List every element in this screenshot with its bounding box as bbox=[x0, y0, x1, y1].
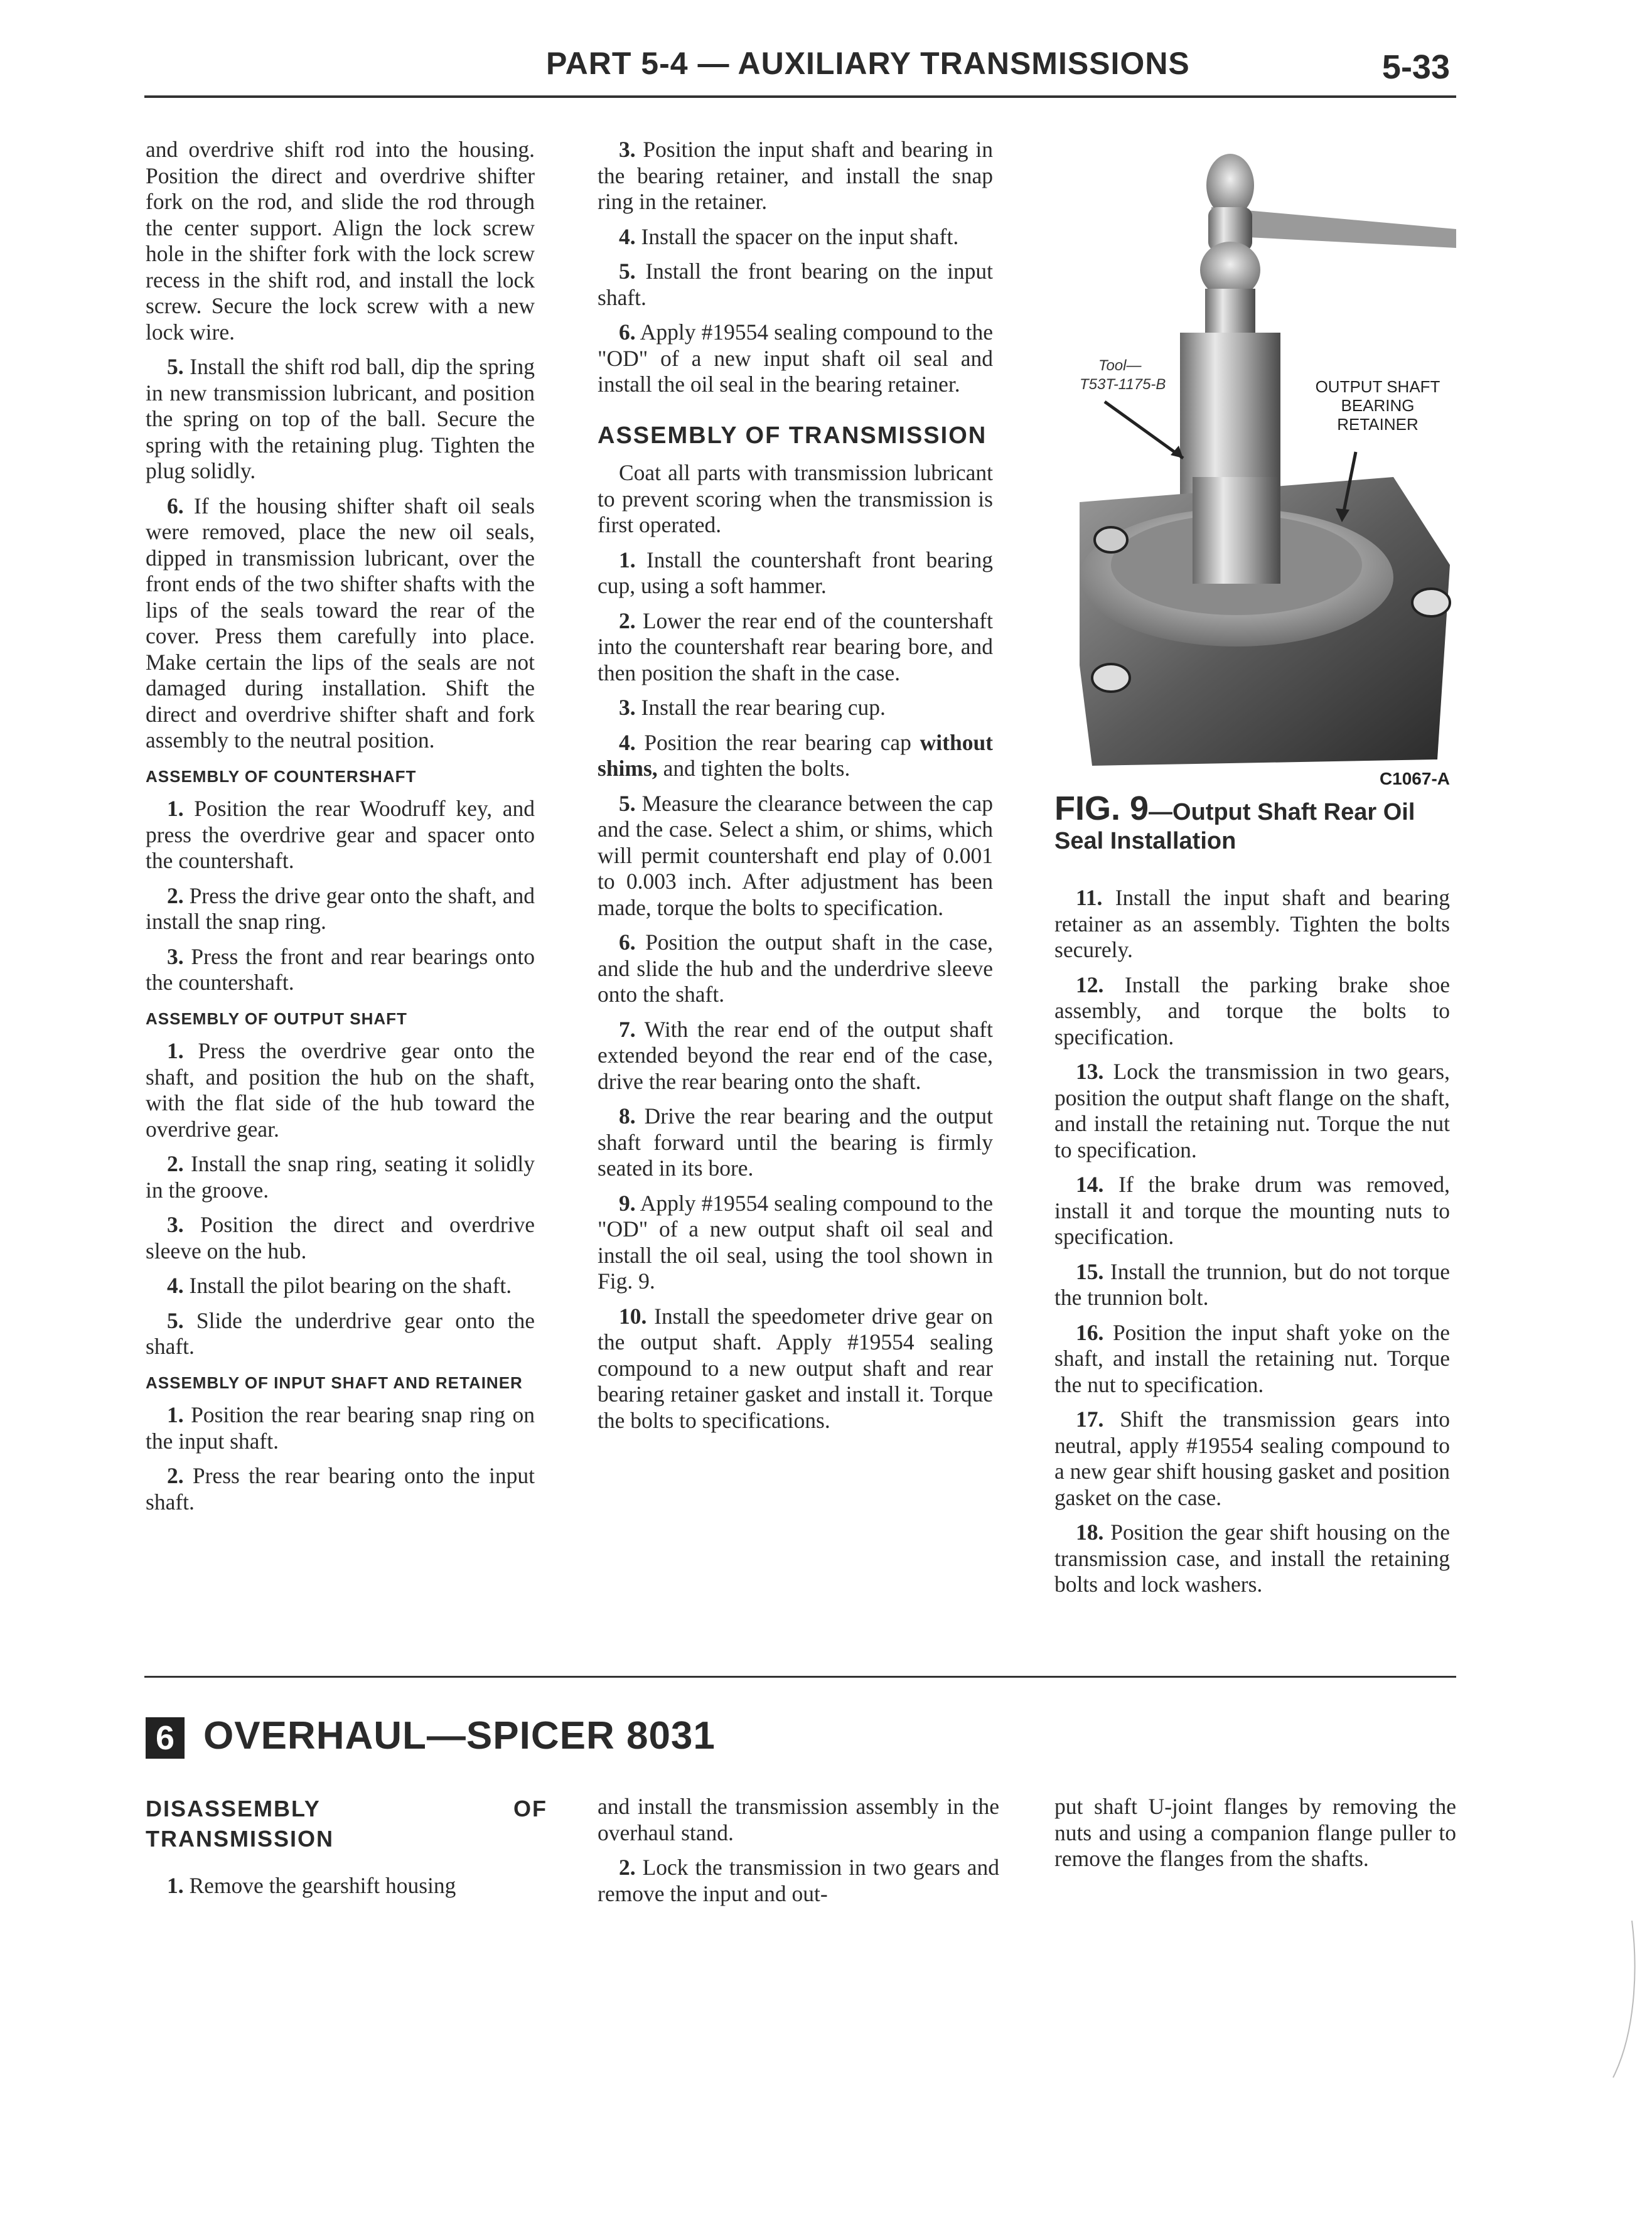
step-text: Position the input shaft yoke on the shaft, and install the retaining nut. Torque the nut to specification. bbox=[1054, 1319, 1450, 1397]
bottom-column-left bbox=[146, 1794, 547, 1908]
step-number: 7. bbox=[619, 1016, 636, 1042]
step-text: Install the spacer on the input shaft. bbox=[641, 223, 959, 249]
step-text: If the brake drum was removed, install it and torque the mounting nuts to specification. bbox=[1054, 1172, 1450, 1249]
step-text: Lower the rear end of the countershaft into the countershaft rear bearing bore, and then position the shaft in the case. bbox=[598, 608, 993, 685]
text-column-middle bbox=[598, 137, 993, 1442]
step-paragraph bbox=[1054, 972, 1450, 1051]
step-number: 13. bbox=[1076, 1059, 1104, 1084]
step-number: 2. bbox=[619, 1855, 636, 1880]
step-text: Position the gear shift housing on the transmission case, and install the retaining bolts and lock washers. bbox=[1054, 1520, 1451, 1597]
step-text: Press the drive gear onto the shaft, and install the snap ring. bbox=[146, 882, 535, 934]
step-paragraph bbox=[598, 695, 993, 721]
retainer-label: RETAINER bbox=[1337, 415, 1419, 434]
step-text: Press the front and rear bearings onto the countershaft. bbox=[146, 943, 535, 995]
step-text: Apply #19554 sealing compound to the "OD" of a new input shaft oil seal and install the oil seal in the bearing retainer. bbox=[598, 319, 993, 397]
step-number: 4. bbox=[167, 1273, 184, 1298]
step-text: Install the snap ring, seating it solidly in the groove. bbox=[146, 1151, 535, 1203]
step-number: 2. bbox=[167, 882, 184, 908]
step-text: Position the output shaft in the case, and slide the hub and the underdrive sleeve onto the shaft. bbox=[598, 930, 993, 1007]
step-paragraph bbox=[598, 1191, 993, 1295]
step-text: Install the shift rod ball, dip the spring in new transmission lubricant, and position the spring on top of the ball. Secure the spring with the retaining plug. Tighten the plug solidly. bbox=[146, 354, 535, 483]
step-number: 1. bbox=[619, 547, 636, 572]
step-number: 6. bbox=[619, 930, 636, 955]
step-paragraph bbox=[598, 137, 993, 215]
step-number: 5. bbox=[619, 259, 636, 284]
step-number: 4. bbox=[619, 729, 636, 755]
step-paragraph bbox=[598, 547, 993, 599]
step-number: 2. bbox=[619, 608, 636, 633]
step-paragraph bbox=[146, 1038, 535, 1142]
step-number: 14. bbox=[1076, 1172, 1104, 1197]
text-column-right bbox=[1054, 885, 1450, 1607]
step-number: 18. bbox=[1076, 1520, 1104, 1545]
step-paragraph bbox=[146, 883, 535, 935]
retainer-label: OUTPUT SHAFT bbox=[1315, 377, 1440, 396]
step-paragraph bbox=[598, 1017, 993, 1095]
step-text: Install the countershaft front bearing cup, using a soft hammer. bbox=[598, 547, 994, 598]
step-number: 1. bbox=[167, 1038, 184, 1063]
step-text: Install the speedometer drive gear on the output shaft. Apply #19554 sealing compound to a new output shaft and rear bearing retainer gasket and install it. Torque the bolts to specifications. bbox=[598, 1303, 993, 1433]
step-number: 16. bbox=[1076, 1319, 1104, 1345]
step-number: 4. bbox=[619, 223, 636, 249]
step-text: Install the trunnion, but do not torque the trunnion bolt. bbox=[1054, 1258, 1451, 1310]
step-text: Press the rear bearing onto the input shaft. bbox=[146, 1463, 535, 1515]
step-number: 2. bbox=[167, 1151, 184, 1176]
bolt-hole bbox=[1092, 664, 1130, 692]
figure-code: C1067-A bbox=[1379, 769, 1450, 788]
page-title: PART 5-4 — AUXILIARY TRANSMISSIONS bbox=[546, 46, 1190, 81]
figure-caption bbox=[1054, 790, 1456, 855]
step-paragraph bbox=[146, 1463, 535, 1515]
tool-leader-line bbox=[1105, 402, 1183, 458]
step-paragraph bbox=[1054, 1059, 1450, 1163]
section-title: OVERHAUL—SPICER 8031 bbox=[203, 1714, 716, 1757]
bolt-hole bbox=[1412, 589, 1450, 616]
step-number: 10. bbox=[619, 1303, 647, 1329]
tool-label: T53T-1175-B bbox=[1080, 376, 1166, 393]
bolt-hole bbox=[1095, 527, 1127, 552]
step-text: Position the rear bearing snap ring on the input shaft. bbox=[146, 1402, 535, 1454]
step-text: Lock the transmission in two gears, position the output shaft flange on the shaft, and install the retaining nut. Torque the nut to specification. bbox=[1054, 1059, 1450, 1162]
step-text: Install the front bearing on the input shaft. bbox=[598, 259, 994, 310]
step-paragraph bbox=[146, 493, 535, 754]
step-text: Remove the gearshift housing bbox=[189, 1873, 456, 1898]
figure-caption-text: —Output Shaft Rear Oil Seal Installation bbox=[1054, 799, 1415, 854]
step-number: 1. bbox=[167, 1873, 184, 1898]
page-edge-mark bbox=[1607, 1921, 1644, 2084]
step-paragraph bbox=[146, 1273, 535, 1299]
step-paragraph bbox=[146, 1402, 535, 1454]
subsection-heading-input-shaft: ASSEMBLY OF INPUT SHAFT AND RETAINER bbox=[146, 1373, 523, 1392]
bottom-column-middle bbox=[598, 1794, 999, 1916]
step-text: Press the overdrive gear onto the shaft, and position the hub on the shaft, with the flat side of the hub toward the overdrive gear. bbox=[146, 1038, 535, 1142]
step-paragraph bbox=[146, 354, 535, 485]
figure-number: FIG. 9 bbox=[1054, 790, 1149, 827]
paragraph: and overdrive shift rod into the housing. Position the direct and overdrive shifter fork on the rod, and slide the rod through the center support. Align the lock screw hole in the shifter fork with the lock screw recess in the shift rod, and install the lock screw. Secure the lock screw with a new lock wire. bbox=[146, 137, 535, 345]
step-paragraph bbox=[1054, 1407, 1450, 1511]
step-text: and tighten the bolts. bbox=[663, 756, 850, 781]
step-text: Measure the clearance between the cap and the case. Select a shim, or shims, which will permit countershaft end play of 0.001 to 0.003 inch. After adjustment has been made, torque the bolts to specification. bbox=[598, 790, 994, 920]
step-paragraph bbox=[598, 319, 993, 398]
tool-base bbox=[1193, 477, 1280, 584]
step-paragraph bbox=[146, 1151, 535, 1203]
step-number: 3. bbox=[619, 137, 636, 162]
step-number: 15. bbox=[1076, 1258, 1104, 1284]
step-number: 11. bbox=[1076, 885, 1103, 910]
step-number: 5. bbox=[167, 1307, 184, 1333]
step-number: 6. bbox=[167, 493, 184, 518]
step-text: Install the rear bearing cup. bbox=[641, 695, 886, 720]
tool-label: Tool— bbox=[1098, 357, 1142, 374]
step-text: Apply #19554 sealing compound to the "OD" of a new output shaft oil seal and install the oil seal, using the tool shown in Fig. 9. bbox=[598, 1190, 993, 1294]
subsection-heading-output-shaft: ASSEMBLY OF OUTPUT SHAFT bbox=[146, 1009, 407, 1028]
step-paragraph bbox=[1054, 885, 1450, 963]
step-number: 1. bbox=[167, 796, 184, 821]
step-paragraph bbox=[598, 930, 993, 1008]
bottom-column-right bbox=[1054, 1794, 1456, 1881]
step-text: Install the parking brake shoe assembly, and torque the bolts to specification. bbox=[1054, 972, 1451, 1049]
retainer-label: BEARING bbox=[1341, 396, 1415, 415]
step-text: With the rear end of the output shaft extended beyond the rear end of the case, drive the rear bearing onto the shaft. bbox=[598, 1016, 993, 1094]
section-divider bbox=[144, 1676, 1456, 1678]
step-paragraph bbox=[598, 791, 993, 921]
step-paragraph bbox=[146, 944, 535, 996]
step-text: Drive the rear bearing and the output shaft forward until the bearing is firmly seated in its bore. bbox=[598, 1103, 993, 1181]
section-heading-transmission: ASSEMBLY OF TRANSMISSION bbox=[598, 422, 987, 449]
step-paragraph bbox=[598, 1855, 999, 1907]
step-paragraph bbox=[1054, 1172, 1450, 1250]
step-number: 3. bbox=[167, 943, 184, 969]
step-paragraph bbox=[146, 1308, 535, 1360]
step-text: Lock the transmission in two gears and remove the input and out- bbox=[598, 1855, 999, 1906]
step-paragraph bbox=[598, 730, 993, 782]
step-paragraph bbox=[1054, 1520, 1450, 1598]
step-paragraph bbox=[146, 1212, 535, 1264]
step-number: 5. bbox=[167, 354, 184, 379]
step-paragraph bbox=[598, 224, 993, 250]
subsection-heading-disassembly: DISASSEMBLY OF TRANSMISSION bbox=[146, 1796, 547, 1852]
step-number: 1. bbox=[167, 1402, 184, 1427]
paragraph: Coat all parts with transmission lubricant to prevent scoring when the transmission is first operated. bbox=[598, 460, 993, 537]
figure-output-shaft-seal bbox=[1054, 126, 1456, 791]
step-number: 3. bbox=[167, 1212, 184, 1237]
paragraph: put shaft U-joint flanges by removing the nuts and using a companion flange puller to remove the flanges from the shafts. bbox=[1054, 1794, 1456, 1871]
section-number-badge: 6 bbox=[146, 1717, 185, 1759]
step-paragraph bbox=[598, 1103, 993, 1182]
paragraph: and install the transmission assembly in the overhaul stand. bbox=[598, 1794, 999, 1845]
text-column-left bbox=[146, 137, 535, 1524]
step-text: Position the rear Woodruff key, and press the overdrive gear and spacer onto the countershaft. bbox=[146, 796, 535, 873]
subsection-heading-countershaft: ASSEMBLY OF COUNTERSHAFT bbox=[146, 766, 417, 786]
step-number: 2. bbox=[167, 1463, 184, 1488]
seal-installation-illustration bbox=[1054, 126, 1456, 791]
step-text: Position the direct and overdrive sleeve on the hub. bbox=[146, 1212, 535, 1263]
page-header bbox=[144, 45, 1456, 98]
step-number: 3. bbox=[619, 695, 636, 720]
step-paragraph bbox=[146, 796, 535, 874]
step-paragraph bbox=[598, 608, 993, 687]
step-paragraph bbox=[598, 1304, 993, 1434]
step-number: 12. bbox=[1076, 972, 1104, 997]
step-text: Slide the underdrive gear onto the shaft. bbox=[146, 1307, 535, 1359]
step-text: If the housing shifter shaft oil seals were removed, place the new oil seals, dipped in transmission lubricant, over the front ends of the two shifter shafts with the lips of the seals toward the rear of the cover. Press them carefully into place. Make certain the lips of the seals are not damaged during installation. Shift the direct and overdrive shifter shaft and fork assembly to the neutral position. bbox=[146, 493, 535, 753]
step-number: 8. bbox=[619, 1103, 636, 1129]
step-paragraph bbox=[598, 259, 993, 311]
step-number: 6. bbox=[619, 319, 636, 345]
step-number: 17. bbox=[1076, 1407, 1104, 1432]
page-number: 5-33 bbox=[1381, 48, 1450, 86]
step-text: Position the input shaft and bearing in the bearing retainer, and install the snap ring in the retainer. bbox=[598, 137, 993, 214]
step-text: Install the pilot bearing on the shaft. bbox=[189, 1273, 512, 1298]
step-paragraph bbox=[1054, 1259, 1450, 1311]
step-text: Install the input shaft and bearing retainer as an assembly. Tighten the bolts securely. bbox=[1054, 885, 1450, 962]
step-number: 9. bbox=[619, 1190, 636, 1216]
step-text: Shift the transmission gears into neutral, apply #19554 sealing compound to a new gear shift housing gasket and position gasket on the case. bbox=[1054, 1407, 1451, 1510]
step-paragraph bbox=[1054, 1320, 1450, 1398]
step-number: 5. bbox=[619, 790, 636, 816]
step-text: Position the rear bearing cap bbox=[644, 729, 911, 755]
emphasis-text: without shims, bbox=[598, 729, 994, 781]
step-paragraph bbox=[146, 1873, 547, 1899]
